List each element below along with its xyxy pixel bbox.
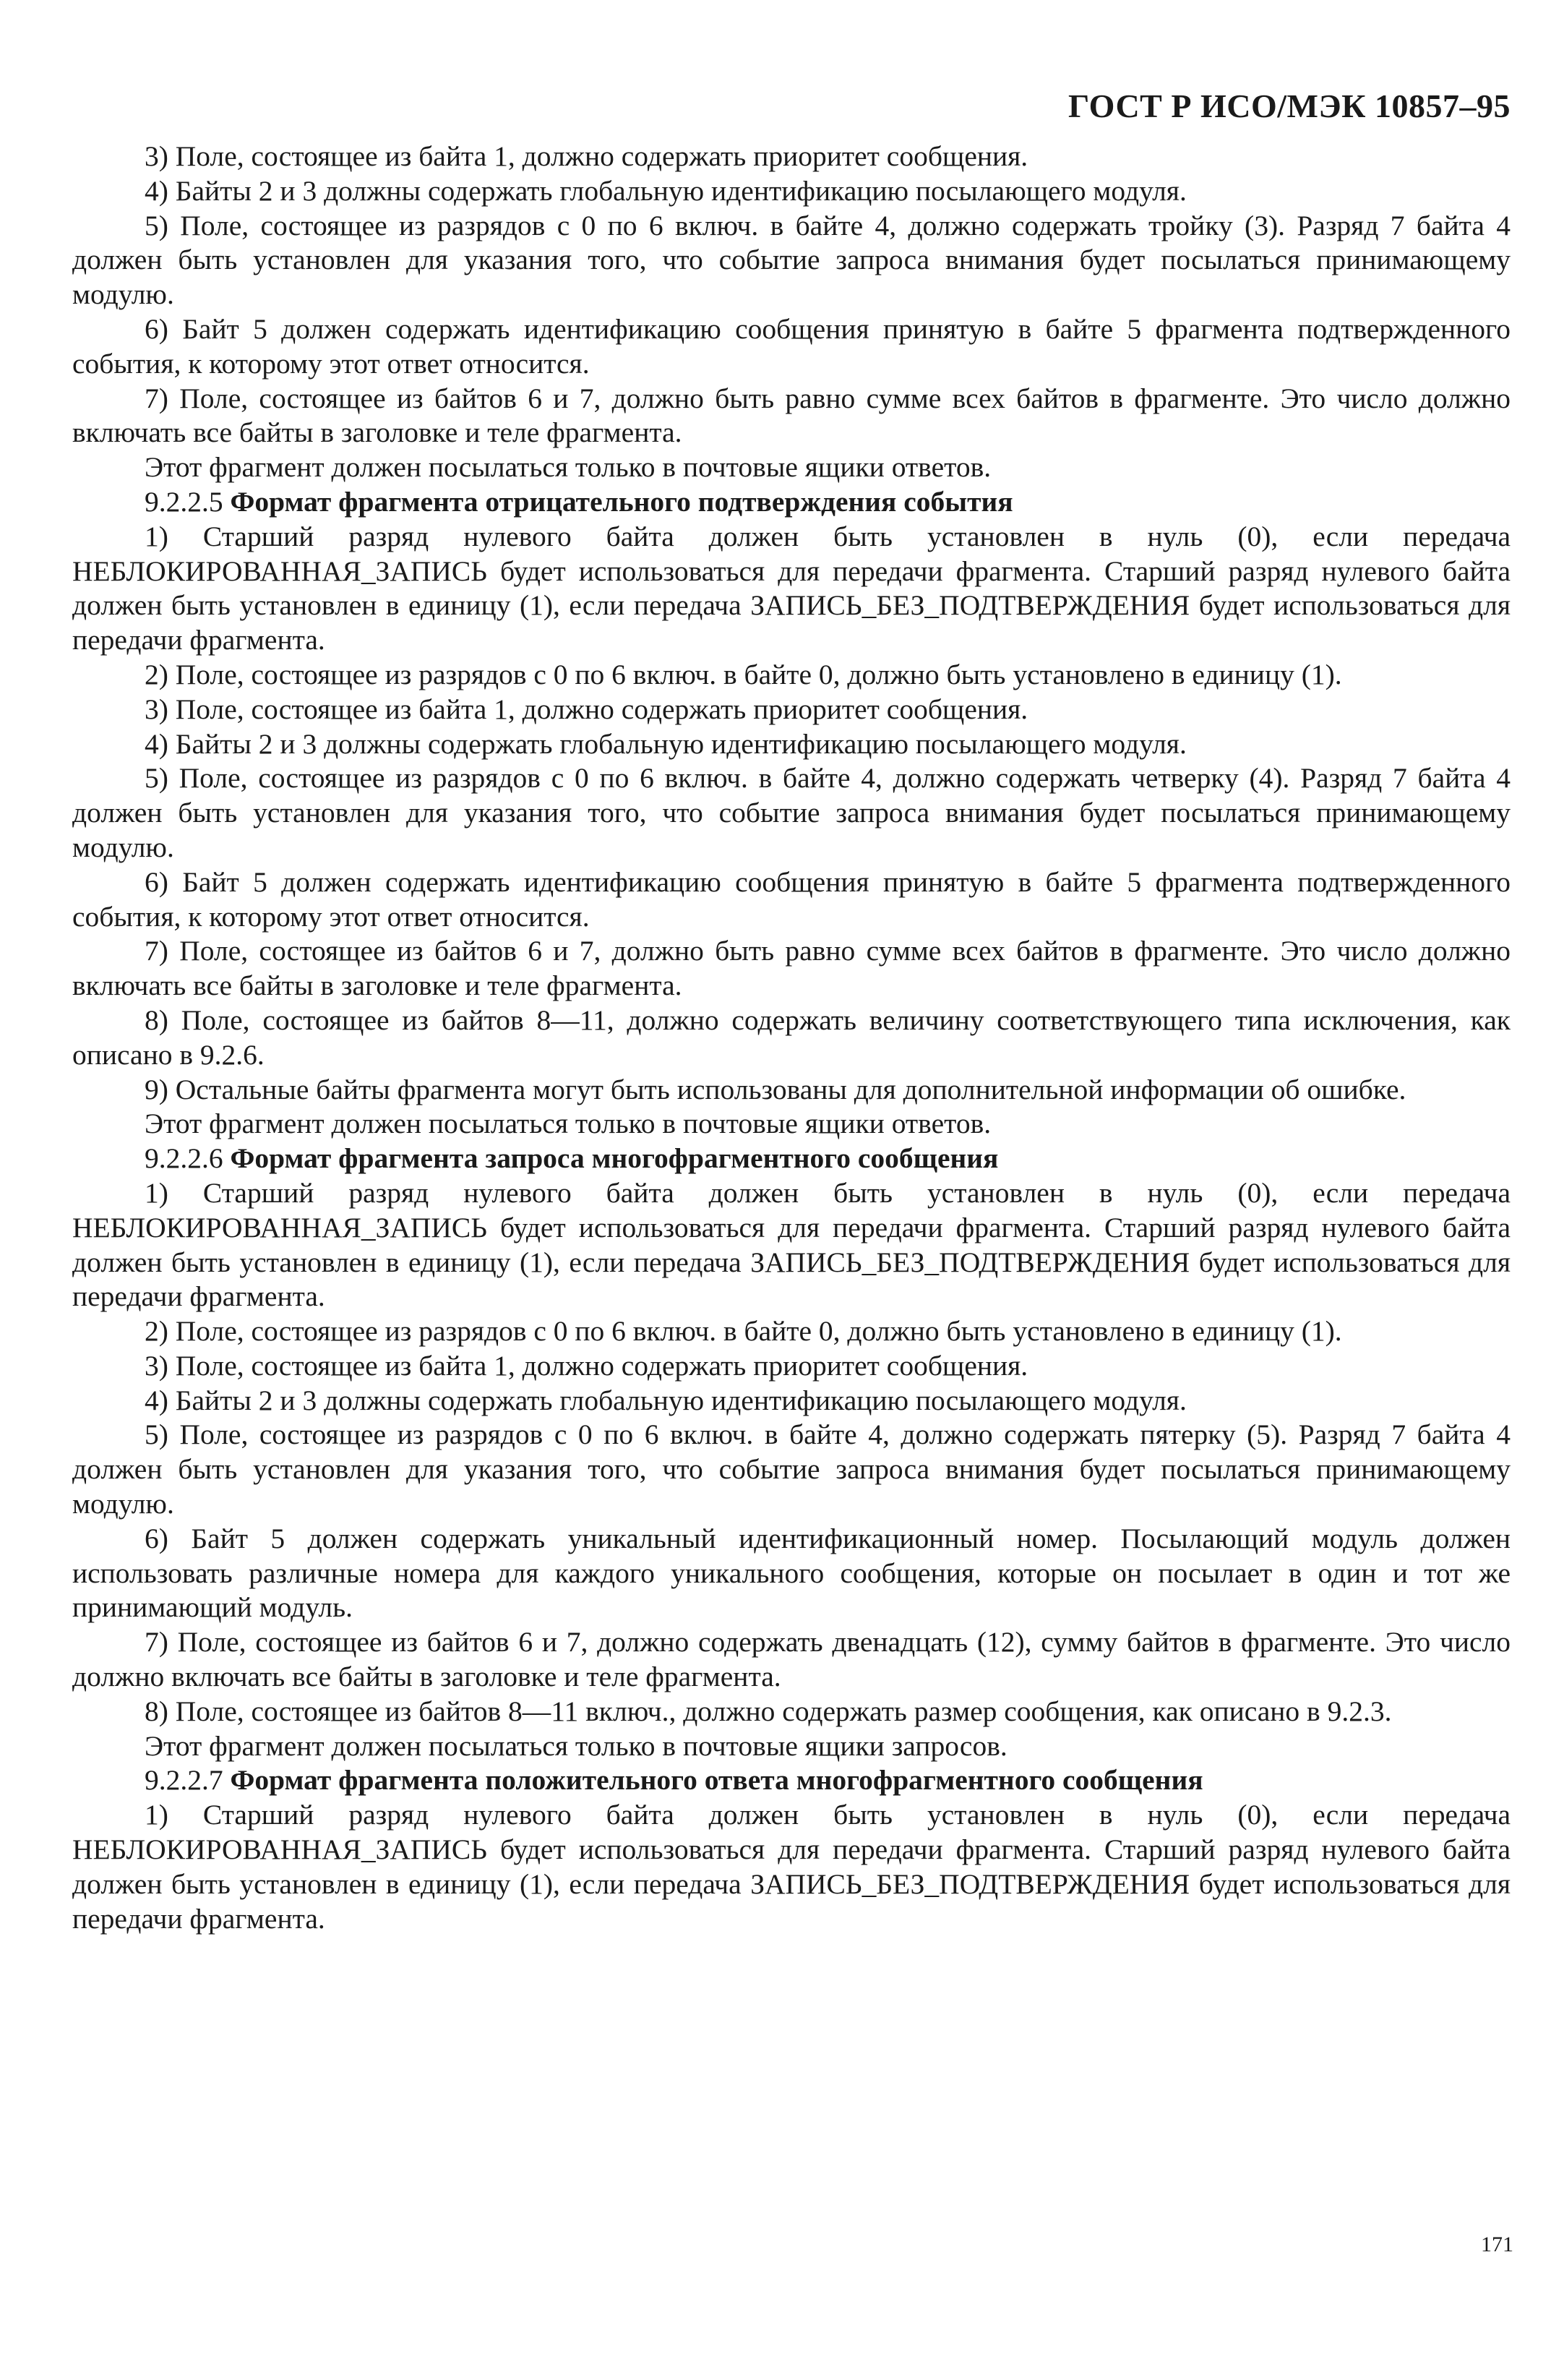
paragraph: 3) Поле, состоящее из байта 1, должно содержать приоритет сообщения. bbox=[145, 693, 1028, 725]
paragraph: 4) Байты 2 и 3 должны содержать глобальную идентификацию посылающего модуля. bbox=[145, 1384, 1187, 1416]
section-number: 9.2.2.6 bbox=[145, 1142, 223, 1175]
paragraph: 3) Поле, состоящее из байта 1, должно содержать приоритет сообщения. bbox=[145, 140, 1028, 172]
paragraph: 1) Старший разряд нулевого байта должен быть установлен в нуль (0), если передача НЕБЛОКИРОВАННАЯ_ЗАПИСЬ будет использоваться для передачи фрагмента. Старший разряд нулевого байта должен быть установлен в единицу (1), если передача ЗАПИСЬ_БЕЗ_ПОДТВЕРЖДЕНИЯ будет использоваться для передачи фрагмента. bbox=[72, 520, 1511, 656]
paragraph: 3) Поле, состоящее из байта 1, должно содержать приоритет сообщения. bbox=[145, 1349, 1028, 1382]
section-title: Формат фрагмента отрицательного подтверждения события bbox=[230, 485, 1013, 518]
document-page bbox=[72, 87, 1511, 1936]
document-body bbox=[72, 140, 1511, 1936]
paragraph: 2) Поле, состоящее из разрядов с 0 по 6 включ. в байте 0, должно быть установлено в единицу (1). bbox=[145, 658, 1342, 690]
paragraph: 1) Старший разряд нулевого байта должен быть установлен в нуль (0), если передача НЕБЛОКИРОВАННАЯ_ЗАПИСЬ будет использоваться для передачи фрагмента. Старший разряд нулевого байта должен быть установлен в единицу (1), если передача ЗАПИСЬ_БЕЗ_ПОДТВЕРЖДЕНИЯ будет использоваться для передачи фрагмента. bbox=[72, 1799, 1511, 1935]
paragraph: 8) Поле, состоящее из байтов 8—11, должно содержать величину соответствующего типа исключения, как описано в 9.2.6. bbox=[72, 1003, 1511, 1071]
section-title: Формат фрагмента положительного ответа многофрагментного сообщения bbox=[230, 1764, 1203, 1797]
paragraph: 7) Поле, состоящее из байтов 6 и 7, должно содержать двенадцать (12), сумму байтов в фрагменте. Это число должно включать все байты в заголовке и теле фрагмента. bbox=[72, 1626, 1511, 1693]
paragraph: 5) Поле, состоящее из разрядов с 0 по 6 включ. в байте 4, должно содержать четверку (4). Разряд 7 байта 4 должен быть установлен для указания того, что событие запроса внимания будет посылаться принимающему модулю. bbox=[72, 762, 1511, 863]
paragraph: 6) Байт 5 должен содержать уникальный идентификационный номер. Посылающий модуль должен использовать различные номера для каждого уникального сообщения, которые он посылает в один и тот же принимающий модуль. bbox=[72, 1522, 1511, 1624]
paragraph: 9) Остальные байты фрагмента могут быть использованы для дополнительной информации об ошибке. bbox=[145, 1073, 1406, 1105]
paragraph: 1) Старший разряд нулевого байта должен быть установлен в нуль (0), если передача НЕБЛОКИРОВАННАЯ_ЗАПИСЬ будет использоваться для передачи фрагмента. Старший разряд нулевого байта должен быть установлен в единицу (1), если передача ЗАПИСЬ_БЕЗ_ПОДТВЕРЖДЕНИЯ будет использоваться для передачи фрагмента. bbox=[72, 1176, 1511, 1313]
paragraph: 7) Поле, состоящее из байтов 6 и 7, должно быть равно сумме всех байтов в фрагменте. Это число должно включать все байты в заголовке и теле фрагмента. bbox=[72, 935, 1511, 1002]
paragraph: Этот фрагмент должен посылаться только в почтовые ящики запросов. bbox=[145, 1729, 1007, 1762]
paragraph: 7) Поле, состоящее из байтов 6 и 7, должно быть равно сумме всех байтов в фрагменте. Это число должно включать все байты в заголовке и теле фрагмента. bbox=[72, 382, 1511, 449]
paragraph: 8) Поле, состоящее из байтов 8—11 включ., должно содержать размер сообщения, как описано в 9.2.3. bbox=[145, 1695, 1392, 1727]
paragraph: 6) Байт 5 должен содержать идентификацию сообщения принятую в байте 5 фрагмента подтвержденного события, к которому этот ответ относится. bbox=[72, 865, 1511, 933]
section-number: 9.2.2.5 bbox=[145, 485, 223, 518]
standard-title: ГОСТ Р ИСО/МЭК 10857–95 bbox=[1068, 87, 1511, 124]
paragraph: 6) Байт 5 должен содержать идентификацию сообщения принятую в байте 5 фрагмента подтвержденного события, к которому этот ответ относится. bbox=[72, 312, 1511, 380]
paragraph: Этот фрагмент должен посылаться только в почтовые ящики ответов. bbox=[145, 451, 992, 484]
paragraph: 5) Поле, состоящее из разрядов с 0 по 6 включ. в байте 4, должно содержать тройку (3). Разряд 7 байта 4 должен быть установлен для указания того, что событие запроса внимания будет посылаться принимающему модулю. bbox=[72, 209, 1511, 311]
section-heading bbox=[72, 1763, 1511, 1798]
paragraph: 2) Поле, состоящее из разрядов с 0 по 6 включ. в байте 0, должно быть установлено в единицу (1). bbox=[145, 1315, 1342, 1348]
section-heading bbox=[72, 1142, 1511, 1176]
paragraph: Этот фрагмент должен посылаться только в почтовые ящики ответов. bbox=[145, 1108, 992, 1140]
page-number: 171 bbox=[1481, 2233, 1513, 2256]
document-header bbox=[72, 87, 1511, 125]
paragraph: 4) Байты 2 и 3 должны содержать глобальную идентификацию посылающего модуля. bbox=[145, 727, 1187, 760]
paragraph: 4) Байты 2 и 3 должны содержать глобальную идентификацию посылающего модуля. bbox=[145, 174, 1187, 207]
section-number: 9.2.2.7 bbox=[145, 1764, 223, 1797]
section-title: Формат фрагмента запроса многофрагментного сообщения bbox=[230, 1142, 999, 1175]
paragraph: 5) Поле, состоящее из разрядов с 0 по 6 включ. в байте 4, должно содержать пятерку (5). Разряд 7 байта 4 должен быть установлен для указания того, что событие запроса внимания будет посылаться принимающему модулю. bbox=[72, 1418, 1511, 1520]
section-heading bbox=[72, 485, 1511, 520]
